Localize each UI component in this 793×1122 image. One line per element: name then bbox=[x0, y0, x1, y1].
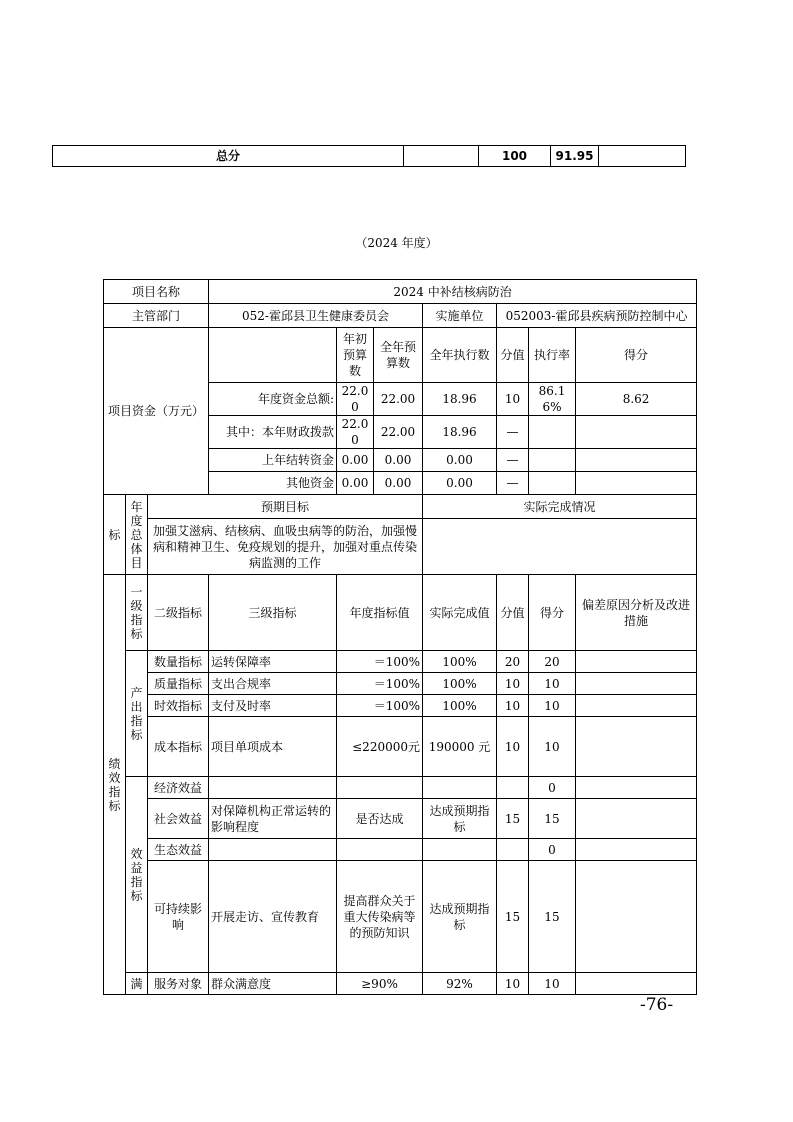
deviation-analysis bbox=[576, 673, 697, 695]
actual-completion-text bbox=[423, 519, 697, 575]
deviation-analysis-header: 偏差原因分析及改进措施 bbox=[576, 575, 697, 651]
annual-target bbox=[337, 777, 423, 799]
funds-row-label: 上年结转资金 bbox=[209, 449, 337, 472]
deviation-analysis bbox=[576, 695, 697, 717]
funds-score bbox=[576, 472, 697, 495]
level2-indicator: 经济效益 bbox=[148, 777, 209, 799]
level2-indicator-header: 二级指标 bbox=[148, 575, 209, 651]
indicator-weight: 15 bbox=[497, 861, 529, 973]
output-indicators-label: 产出指标 bbox=[126, 651, 148, 777]
top-summary-table bbox=[52, 145, 686, 167]
performance-header-row bbox=[104, 575, 697, 651]
project-funds-label: 项目资金（万元） bbox=[104, 328, 209, 495]
implementing-unit-label: 实施单位 bbox=[423, 304, 497, 328]
deviation-analysis bbox=[576, 799, 697, 839]
satisfaction-indicators-label: 满 bbox=[126, 973, 148, 995]
funds-full-year: 0.00 bbox=[374, 449, 423, 472]
funds-weight: 10 bbox=[497, 383, 529, 416]
level3-indicator: 群众满意度 bbox=[209, 973, 337, 995]
executed-header: 全年执行数 bbox=[423, 328, 497, 383]
annual-target: ＝100% bbox=[337, 673, 423, 695]
department-label: 主管部门 bbox=[104, 304, 209, 328]
indicator-score: 10 bbox=[529, 673, 576, 695]
indicator-row bbox=[104, 673, 697, 695]
funds-initial: 0.00 bbox=[337, 449, 374, 472]
annual-target: ＝100% bbox=[337, 695, 423, 717]
actual-completion-header: 实际完成情况 bbox=[423, 495, 697, 519]
page-number: -76- bbox=[640, 995, 674, 1015]
total-weight: 100 bbox=[479, 146, 551, 167]
actual-value: 达成预期指标 bbox=[423, 861, 497, 973]
indicator-row bbox=[104, 695, 697, 717]
indicator-row bbox=[104, 839, 697, 861]
indicator-score: 10 bbox=[529, 695, 576, 717]
indicator-row bbox=[104, 651, 697, 673]
deviation-analysis bbox=[576, 861, 697, 973]
funds-initial: 0.00 bbox=[337, 472, 374, 495]
level2-indicator: 时效指标 bbox=[148, 695, 209, 717]
deviation-analysis bbox=[576, 973, 697, 995]
indicator-score: 15 bbox=[529, 861, 576, 973]
funds-header-row bbox=[104, 328, 697, 383]
indicator-score: 10 bbox=[529, 973, 576, 995]
actual-value: 100% bbox=[423, 695, 497, 717]
funds-score bbox=[576, 416, 697, 449]
indicator-score: 10 bbox=[529, 717, 576, 777]
funds-weight: — bbox=[497, 472, 529, 495]
level3-indicator bbox=[209, 839, 337, 861]
indicator-weight: 20 bbox=[497, 651, 529, 673]
funds-full-year: 22.00 bbox=[374, 416, 423, 449]
overall-goal-content-row bbox=[104, 519, 697, 575]
indicator-weight bbox=[497, 839, 529, 861]
annual-target: ≥90% bbox=[337, 973, 423, 995]
execution-rate-header: 执行率 bbox=[529, 328, 576, 383]
funds-executed: 0.00 bbox=[423, 449, 497, 472]
indicator-row bbox=[104, 717, 697, 777]
level2-indicator: 社会效益 bbox=[148, 799, 209, 839]
actual-value: 100% bbox=[423, 673, 497, 695]
actual-value-header: 实际完成值 bbox=[423, 575, 497, 651]
funds-rate bbox=[529, 472, 576, 495]
implementing-unit-value: 052003-霍邱县疾病预防控制中心 bbox=[497, 304, 697, 328]
total-score-value: 91.95 bbox=[551, 146, 599, 167]
indicator-score: 15 bbox=[529, 799, 576, 839]
funds-row-label: 其中：本年财政拨款 bbox=[209, 416, 337, 449]
annual-target: 提高群众关于重大传染病等的预防知识 bbox=[337, 861, 423, 973]
weight-header: 分值 bbox=[497, 328, 529, 383]
full-year-budget-header: 全年预算数 bbox=[374, 328, 423, 383]
indicator-row bbox=[104, 973, 697, 995]
department-value: 052-霍邱县卫生健康委员会 bbox=[209, 304, 423, 328]
overall-goal-label-outer: 标 bbox=[104, 495, 126, 575]
empty-cell bbox=[599, 146, 686, 167]
deviation-analysis bbox=[576, 651, 697, 673]
score-header: 得分 bbox=[529, 575, 576, 651]
project-name-value: 2024 中补结核病防治 bbox=[209, 280, 697, 304]
indicator-weight: 10 bbox=[497, 717, 529, 777]
year-caption: （2024 年度） bbox=[355, 236, 438, 250]
indicator-weight: 10 bbox=[497, 695, 529, 717]
funds-rate bbox=[529, 416, 576, 449]
level1-indicator-header: 一级指标 bbox=[126, 575, 148, 651]
actual-value: 92% bbox=[423, 973, 497, 995]
overall-goal-header-row bbox=[104, 495, 697, 519]
level3-indicator: 项目单项成本 bbox=[209, 717, 337, 777]
total-score-row bbox=[53, 146, 686, 167]
funds-rate: 86.16% bbox=[529, 383, 576, 416]
deviation-analysis bbox=[576, 717, 697, 777]
annual-target-header: 年度指标值 bbox=[337, 575, 423, 651]
annual-target bbox=[337, 839, 423, 861]
weight-header: 分值 bbox=[497, 575, 529, 651]
funds-score bbox=[576, 449, 697, 472]
funds-score: 8.62 bbox=[576, 383, 697, 416]
indicator-row bbox=[104, 861, 697, 973]
expected-goal-text: 加强艾滋病、结核病、血吸虫病等的防治，加强慢病和精神卫生、免疫规划的提升，加强对重点传染病监测的工作 bbox=[148, 519, 423, 575]
level2-indicator: 服务对象 bbox=[148, 973, 209, 995]
expected-goal-header: 预期目标 bbox=[148, 495, 423, 519]
department-row bbox=[104, 304, 697, 328]
level3-indicator-header: 三级指标 bbox=[209, 575, 337, 651]
level3-indicator: 支付及时率 bbox=[209, 695, 337, 717]
level3-indicator bbox=[209, 777, 337, 799]
funds-full-year: 0.00 bbox=[374, 472, 423, 495]
funds-initial: 22.00 bbox=[337, 383, 374, 416]
funds-executed: 18.96 bbox=[423, 416, 497, 449]
funds-weight: — bbox=[497, 416, 529, 449]
empty-cell bbox=[209, 328, 337, 383]
funds-row-label: 年度资金总额: bbox=[209, 383, 337, 416]
level2-indicator: 成本指标 bbox=[148, 717, 209, 777]
level2-indicator: 可持续影响 bbox=[148, 861, 209, 973]
indicator-row bbox=[104, 799, 697, 839]
level3-indicator: 运转保障率 bbox=[209, 651, 337, 673]
indicator-weight: 10 bbox=[497, 673, 529, 695]
actual-value bbox=[423, 839, 497, 861]
indicator-score: 20 bbox=[529, 651, 576, 673]
indicator-score: 0 bbox=[529, 777, 576, 799]
benefit-indicators-label: 效益指标 bbox=[126, 777, 148, 973]
level2-indicator: 数量指标 bbox=[148, 651, 209, 673]
funds-executed: 18.96 bbox=[423, 383, 497, 416]
total-score-label: 总分 bbox=[53, 146, 404, 167]
actual-value bbox=[423, 777, 497, 799]
overall-goal-label-inner: 年度总体目 bbox=[126, 495, 148, 575]
empty-cell bbox=[404, 146, 479, 167]
performance-evaluation-table bbox=[103, 279, 697, 995]
project-name-row bbox=[104, 280, 697, 304]
funds-full-year: 22.00 bbox=[374, 383, 423, 416]
indicator-weight bbox=[497, 777, 529, 799]
deviation-analysis bbox=[576, 777, 697, 799]
indicator-row bbox=[104, 777, 697, 799]
funds-row-label: 其他资金 bbox=[209, 472, 337, 495]
project-name-label: 项目名称 bbox=[104, 280, 209, 304]
score-header: 得分 bbox=[576, 328, 697, 383]
indicator-weight: 15 bbox=[497, 799, 529, 839]
funds-weight: — bbox=[497, 449, 529, 472]
annual-target: 是否达成 bbox=[337, 799, 423, 839]
level3-indicator: 支出合规率 bbox=[209, 673, 337, 695]
level2-indicator: 生态效益 bbox=[148, 839, 209, 861]
actual-value: 达成预期指标 bbox=[423, 799, 497, 839]
initial-budget-header: 年初预算数 bbox=[337, 328, 374, 383]
performance-indicators-label: 绩效指标 bbox=[104, 575, 126, 995]
indicator-score: 0 bbox=[529, 839, 576, 861]
annual-target: ≤220000元 bbox=[337, 717, 423, 777]
indicator-weight: 10 bbox=[497, 973, 529, 995]
actual-value: 190000 元 bbox=[423, 717, 497, 777]
funds-executed: 0.00 bbox=[423, 472, 497, 495]
level2-indicator: 质量指标 bbox=[148, 673, 209, 695]
level3-indicator: 开展走访、宣传教育 bbox=[209, 861, 337, 973]
deviation-analysis bbox=[576, 839, 697, 861]
funds-initial: 22.00 bbox=[337, 416, 374, 449]
funds-rate bbox=[529, 449, 576, 472]
actual-value: 100% bbox=[423, 651, 497, 673]
level3-indicator: 对保障机构正常运转的影响程度 bbox=[209, 799, 337, 839]
annual-target: ＝100% bbox=[337, 651, 423, 673]
